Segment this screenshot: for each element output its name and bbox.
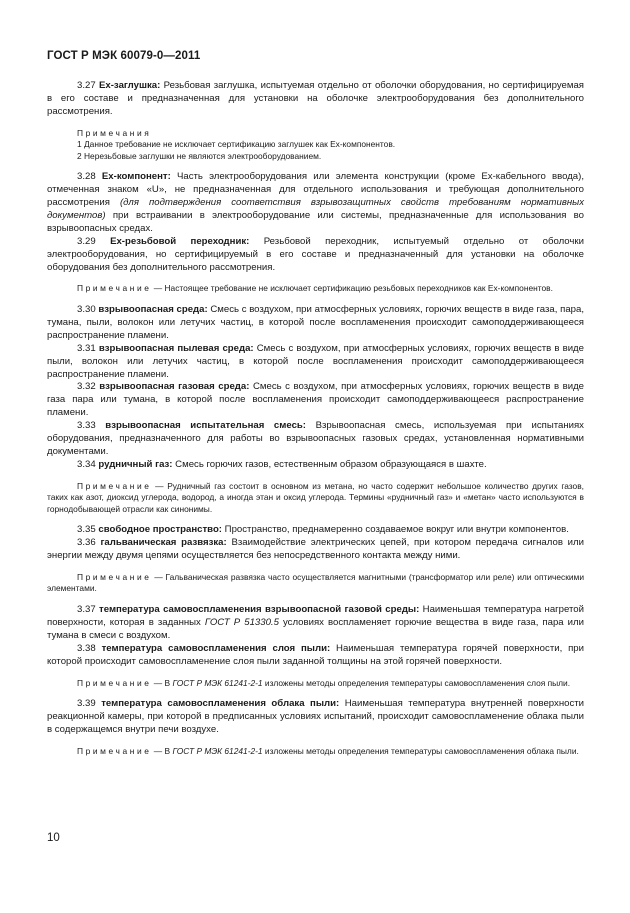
definition: Взаимодействие электрических цепей, при котором передача сигналов или энергии между двумя цепями осуществляется без непосредственного контакта между ними.: [47, 537, 584, 562]
note-text: — Рудничный газ состоит в основном из метана, но часто содержит небольшое количество других газов, таких как азот, диоксид углерода, водород, а иногда этан и оксид углерода. Термины «рудничный газ» и «метан» часто используются в горнодобывающей отрасли как синонимы.: [47, 480, 584, 514]
document-header: ГОСТ Р МЭК 60079-0—2011: [47, 50, 201, 62]
definition: условиях воспламеняет горючие вещества в виде газа, пара или тумана в смеси с воздухом.: [47, 616, 584, 641]
term: рудничный газ:: [98, 458, 173, 470]
note-item: 1 Данное требование не исключает сертификацию заглушек как Ex-компонентов.: [77, 139, 396, 150]
note-3-36: [47, 572, 584, 595]
clause-3-29: [47, 236, 584, 275]
clause-number: 3.36: [77, 537, 96, 549]
definition: Смесь с воздухом, при атмосферных условиях, горючих веществ в виде пыли, волокон или летучих частиц, в которой после воспламенения происходит самоподдерживающееся распространение пламени.: [47, 342, 584, 380]
clause-3-34: [47, 459, 584, 472]
term: температура самовоспламенения облака пыли:: [101, 698, 340, 709]
clause-number: 3.28: [77, 171, 96, 183]
clause-number: 3.35: [77, 524, 96, 536]
clause-3-32: [47, 381, 584, 420]
note-3-39: [47, 746, 584, 758]
clause-number: 3.37: [77, 603, 96, 615]
definition: Взрывоопасная смесь, используемая при испытаниях оборудования, предназначенного для работы во взрывоопасных газовых средах, установленная нормативными документами.: [47, 420, 584, 457]
definition: Часть электрооборудования или элемента конструкции (кроме Ex-кабельного ввода), отмеченная знаком «U», не предназначенная для отдельного использования и требующая дополнительного рассмотрения: [47, 171, 585, 209]
note-text: — В: [151, 745, 173, 756]
clause-number: 3.31: [77, 342, 96, 354]
definition: Пространство, преднамеренно создаваемое вокруг или внутри компонентов.: [222, 524, 569, 536]
clause-number: 3.29: [77, 235, 96, 247]
clause-3-38: [47, 643, 584, 669]
term: Ex-резьбовой переходник:: [110, 235, 250, 247]
note-label: Примечание: [77, 677, 152, 688]
note-3-27: [47, 128, 584, 163]
note-label: Примечание: [77, 480, 152, 491]
clause-number: 3.32: [77, 381, 96, 393]
page-number: 10: [47, 832, 60, 844]
definition: Резьбовая заглушка, испытуемая отдельно от оболочки оборудования, но сертифицируемая в его составе и предназначенная для установки на оболочке электрооборудования без дополнительного рассмотрения.: [47, 80, 584, 117]
definition-italic: (для подтверждения соответствия взрывозащитных свойств требованиям нормативных документов): [47, 197, 584, 221]
clause-3-35: [47, 524, 584, 537]
definition: Резьбовой переходник, испытуемый отдельно от оболочки электрооборудования, но сертифицируемый в его составе и предназначенный для установки на оболочке оборудования без дополнительного рассмотрения.: [47, 235, 584, 273]
term: свободное пространство:: [98, 524, 223, 536]
clause-3-37: [47, 604, 584, 643]
term: взрывоопасная пылевая среда:: [98, 342, 254, 354]
definition: Наименьшая температура внутренней поверхности реакционной камеры, при которой в предписанных условиях испытаний, происходит самовоспламенение облака пыли в содержащемся внутри печи воздухе.: [47, 698, 584, 735]
definition: Наименьшая температура нагретой поверхности, которая в заданных: [47, 603, 584, 628]
note-3-29: [47, 283, 584, 295]
term: гальваническая развязка:: [100, 537, 227, 549]
note-text: изложены методы определения температуры самовоспламенения облака пыли.: [262, 745, 579, 756]
clause-3-28: [47, 171, 584, 236]
clause-3-33: [47, 420, 584, 459]
note-item: 2 Нерезьбовые заглушки не являются электрооборудованием.: [77, 150, 322, 161]
term: взрывоопасная среда:: [98, 303, 208, 315]
clause-3-30: [47, 304, 584, 343]
clause-3-31: [47, 343, 584, 382]
definition: Смесь горючих газов, естественным образом образующаяся в шахте.: [172, 458, 487, 470]
document-body: [47, 80, 584, 757]
note-3-38: [47, 678, 584, 690]
clause-number: 3.33: [77, 420, 96, 432]
clause-number: 3.27: [77, 80, 96, 91]
clause-3-39: [47, 698, 584, 737]
clause-3-36: [47, 537, 584, 563]
definition: Смесь с воздухом, при атмосферных условиях, горючих веществ в виде газа, пара, тумана, пыли, волокон или летучих частиц, в которой после воспламенения происходит самоподдерживающееся распространение пламени.: [47, 303, 584, 341]
definition: Смесь с воздухом, при атмосферных условиях, горючих веществ в виде газа пара или тумана, в которой после воспламенения происходит самоподдерживающееся распространение пламени.: [47, 381, 584, 419]
standard-reference: ГОСТ Р 51330.5: [204, 616, 279, 628]
term: Ex-компонент:: [101, 171, 171, 183]
term: взрывоопасная газовая среда:: [99, 381, 250, 393]
term: Ex-заглушка:: [99, 80, 161, 91]
standard-reference: ГОСТ Р МЭК 61241-2-1: [172, 677, 263, 688]
note-text: — Гальваническая развязка часто осуществляется магнитными (трансформатор или реле) или оптическими элементами.: [47, 571, 584, 594]
clause-number: 3.34: [77, 458, 96, 470]
note-text: — В: [151, 677, 173, 688]
term: температура самовоспламенения слоя пыли:: [101, 642, 331, 654]
definition: Наименьшая температура горячей поверхности, при которой происходит самовоспламенение слоя пыли заданной толщины на этой горячей поверхности.: [47, 642, 584, 667]
note-label: Примечание: [77, 571, 152, 582]
definition: при встраивании в электрооборудование или системы, предназначенные для использования во взрывоопасных средах.: [47, 209, 584, 234]
note-3-34: [47, 481, 584, 516]
note-text: изложены методы определения температуры самовоспламенения слоя пыли.: [262, 677, 571, 688]
note-text: — Настоящее требование не исключает сертификацию резьбовых переходников как Ex-компонентов.: [151, 283, 553, 294]
term: взрывоопасная испытательная смесь:: [105, 420, 306, 432]
note-label: Примечание: [77, 283, 152, 294]
clause-number: 3.38: [77, 642, 96, 654]
term: температура самовоспламенения взрывоопасной газовой среды:: [99, 603, 420, 615]
clause-number: 3.39: [77, 698, 96, 709]
standard-reference: ГОСТ Р МЭК 61241-2-1: [172, 745, 263, 756]
note-title: Примечания: [77, 127, 152, 138]
clause-3-27: [47, 80, 584, 119]
clause-number: 3.30: [77, 303, 96, 315]
note-label: Примечание: [77, 745, 152, 756]
